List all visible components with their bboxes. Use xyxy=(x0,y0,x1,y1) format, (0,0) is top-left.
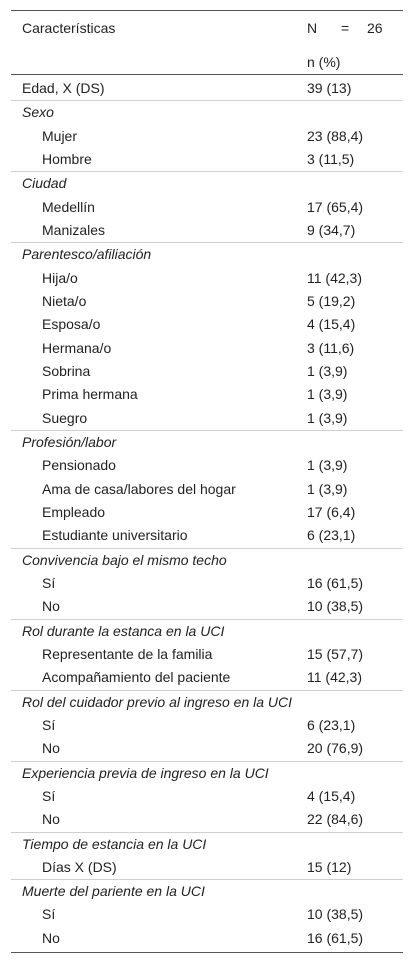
row-label: Nieta/o xyxy=(42,292,87,309)
row-label: Hermana/o xyxy=(42,339,112,356)
row-label: Sí xyxy=(42,574,56,591)
table-row xyxy=(11,856,403,879)
table-row xyxy=(11,454,403,477)
table-row xyxy=(11,313,403,336)
row-label: No xyxy=(42,598,60,615)
table-row xyxy=(11,290,403,313)
section-row xyxy=(11,761,403,785)
section-label: Muerte del pariente en la UCI xyxy=(22,883,205,900)
table-row xyxy=(11,219,403,242)
table-header xyxy=(11,11,403,74)
table-row xyxy=(11,77,403,100)
section-row xyxy=(11,619,403,643)
row-label: Suegro xyxy=(42,409,88,426)
table-row xyxy=(11,478,403,501)
section-label: Convivencia bajo el mismo techo xyxy=(22,551,227,568)
table-bottom-rule xyxy=(11,952,403,953)
row-value: 17 (6,4) xyxy=(307,503,356,520)
row-value: 4 (15,4) xyxy=(307,787,356,804)
row-value: 9 (34,7) xyxy=(307,221,356,238)
table-row xyxy=(11,383,403,406)
row-value: 15 (57,7) xyxy=(307,645,364,662)
row-value: 20 (76,9) xyxy=(307,740,364,757)
row-value: 1 (3,9) xyxy=(307,409,348,426)
table-row xyxy=(11,267,403,290)
row-value: 1 (3,9) xyxy=(307,362,348,379)
section-row xyxy=(11,430,403,454)
row-value: 16 (61,5) xyxy=(307,929,364,946)
row-label: Sí xyxy=(42,716,56,733)
row-value: 17 (65,4) xyxy=(307,198,364,215)
section-label: Rol durante la estanca en la UCI xyxy=(22,622,225,639)
row-label: Hija/o xyxy=(42,269,78,286)
section-label: Ciudad xyxy=(22,175,67,192)
section-row xyxy=(11,171,403,195)
row-value: 23 (88,4) xyxy=(307,127,364,144)
row-value: 16 (61,5) xyxy=(307,574,364,591)
row-label: Acompañamiento del paciente xyxy=(42,669,231,686)
row-label: Sí xyxy=(42,787,56,804)
row-label: Manizales xyxy=(42,221,106,238)
section-row xyxy=(11,242,403,266)
section-label: Rol del cuidador previo al ingreso en la UCI xyxy=(22,693,293,710)
table-row xyxy=(11,903,403,926)
section-label: Profesión/labor xyxy=(22,433,117,450)
table-row xyxy=(11,360,403,383)
row-value: 3 (11,5) xyxy=(307,150,355,167)
header-n-value: 26 xyxy=(367,20,383,36)
table-row xyxy=(11,643,403,666)
row-label: No xyxy=(42,929,60,946)
row-label: Estudiante universitario xyxy=(42,527,188,544)
section-row xyxy=(11,879,403,903)
section-row xyxy=(11,548,403,572)
table-row xyxy=(11,666,403,689)
row-label: Esposa/o xyxy=(42,316,101,333)
table-row xyxy=(11,125,403,148)
section-row xyxy=(11,832,403,856)
row-value: 15 (12) xyxy=(307,858,352,875)
row-label: Representante de la familia xyxy=(42,645,213,662)
row-label: Empleado xyxy=(42,503,106,520)
row-value: 11 (42,3) xyxy=(307,269,362,286)
row-value: 10 (38,5) xyxy=(307,598,364,615)
header-percent: n (%) xyxy=(307,54,341,70)
row-label: Días X (DS) xyxy=(42,858,117,875)
table-row xyxy=(11,785,403,808)
table-row xyxy=(11,196,403,219)
section-row xyxy=(11,690,403,714)
row-label: Prima hermana xyxy=(42,386,138,403)
row-label: No xyxy=(42,811,60,828)
row-value: 1 (3,9) xyxy=(307,386,348,403)
header-n-equals: = xyxy=(341,20,350,36)
row-value: 3 (11,6) xyxy=(307,339,355,356)
row-label: Sí xyxy=(42,906,56,923)
header-characteristics: Características xyxy=(22,20,116,36)
section-label: Sexo xyxy=(22,104,54,121)
row-value: 39 (13) xyxy=(307,80,352,96)
row-value: 10 (38,5) xyxy=(307,906,364,923)
section-row xyxy=(11,100,403,124)
section-label: Tiempo de estancia en la UCI xyxy=(22,835,207,852)
row-label: Edad, X (DS) xyxy=(22,80,105,96)
row-label: Medellín xyxy=(42,198,95,215)
row-label: Sobrina xyxy=(42,362,91,379)
table-row xyxy=(11,524,403,547)
row-value: 4 (15,4) xyxy=(307,316,356,333)
table-row xyxy=(11,337,403,360)
header-n-label: N xyxy=(307,20,318,36)
table-row xyxy=(11,572,403,595)
table-row xyxy=(11,808,403,831)
table-row xyxy=(11,927,403,950)
row-value: 1 (3,9) xyxy=(307,457,348,474)
row-label: No xyxy=(42,740,60,757)
demographics-table xyxy=(11,10,403,953)
table-row xyxy=(11,714,403,737)
table-row xyxy=(11,407,403,430)
table-row xyxy=(11,737,403,760)
row-label: Ama de casa/labores del hogar xyxy=(42,480,236,497)
section-label: Parentesco/afiliación xyxy=(22,246,152,263)
row-label: Hombre xyxy=(42,150,92,167)
row-value: 5 (19,2) xyxy=(307,292,356,309)
row-label: Mujer xyxy=(42,127,78,144)
table-row xyxy=(11,501,403,524)
row-label: Pensionado xyxy=(42,457,116,474)
section-label: Experiencia previa de ingreso en la UCI xyxy=(22,764,269,781)
table-row xyxy=(11,595,403,618)
row-value: 6 (23,1) xyxy=(307,527,356,544)
row-value: 6 (23,1) xyxy=(307,716,356,733)
row-value: 11 (42,3) xyxy=(307,669,362,686)
table-body xyxy=(11,75,403,950)
row-value: 1 (3,9) xyxy=(307,480,348,497)
table-row xyxy=(11,148,403,171)
row-value: 22 (84,6) xyxy=(307,811,364,828)
